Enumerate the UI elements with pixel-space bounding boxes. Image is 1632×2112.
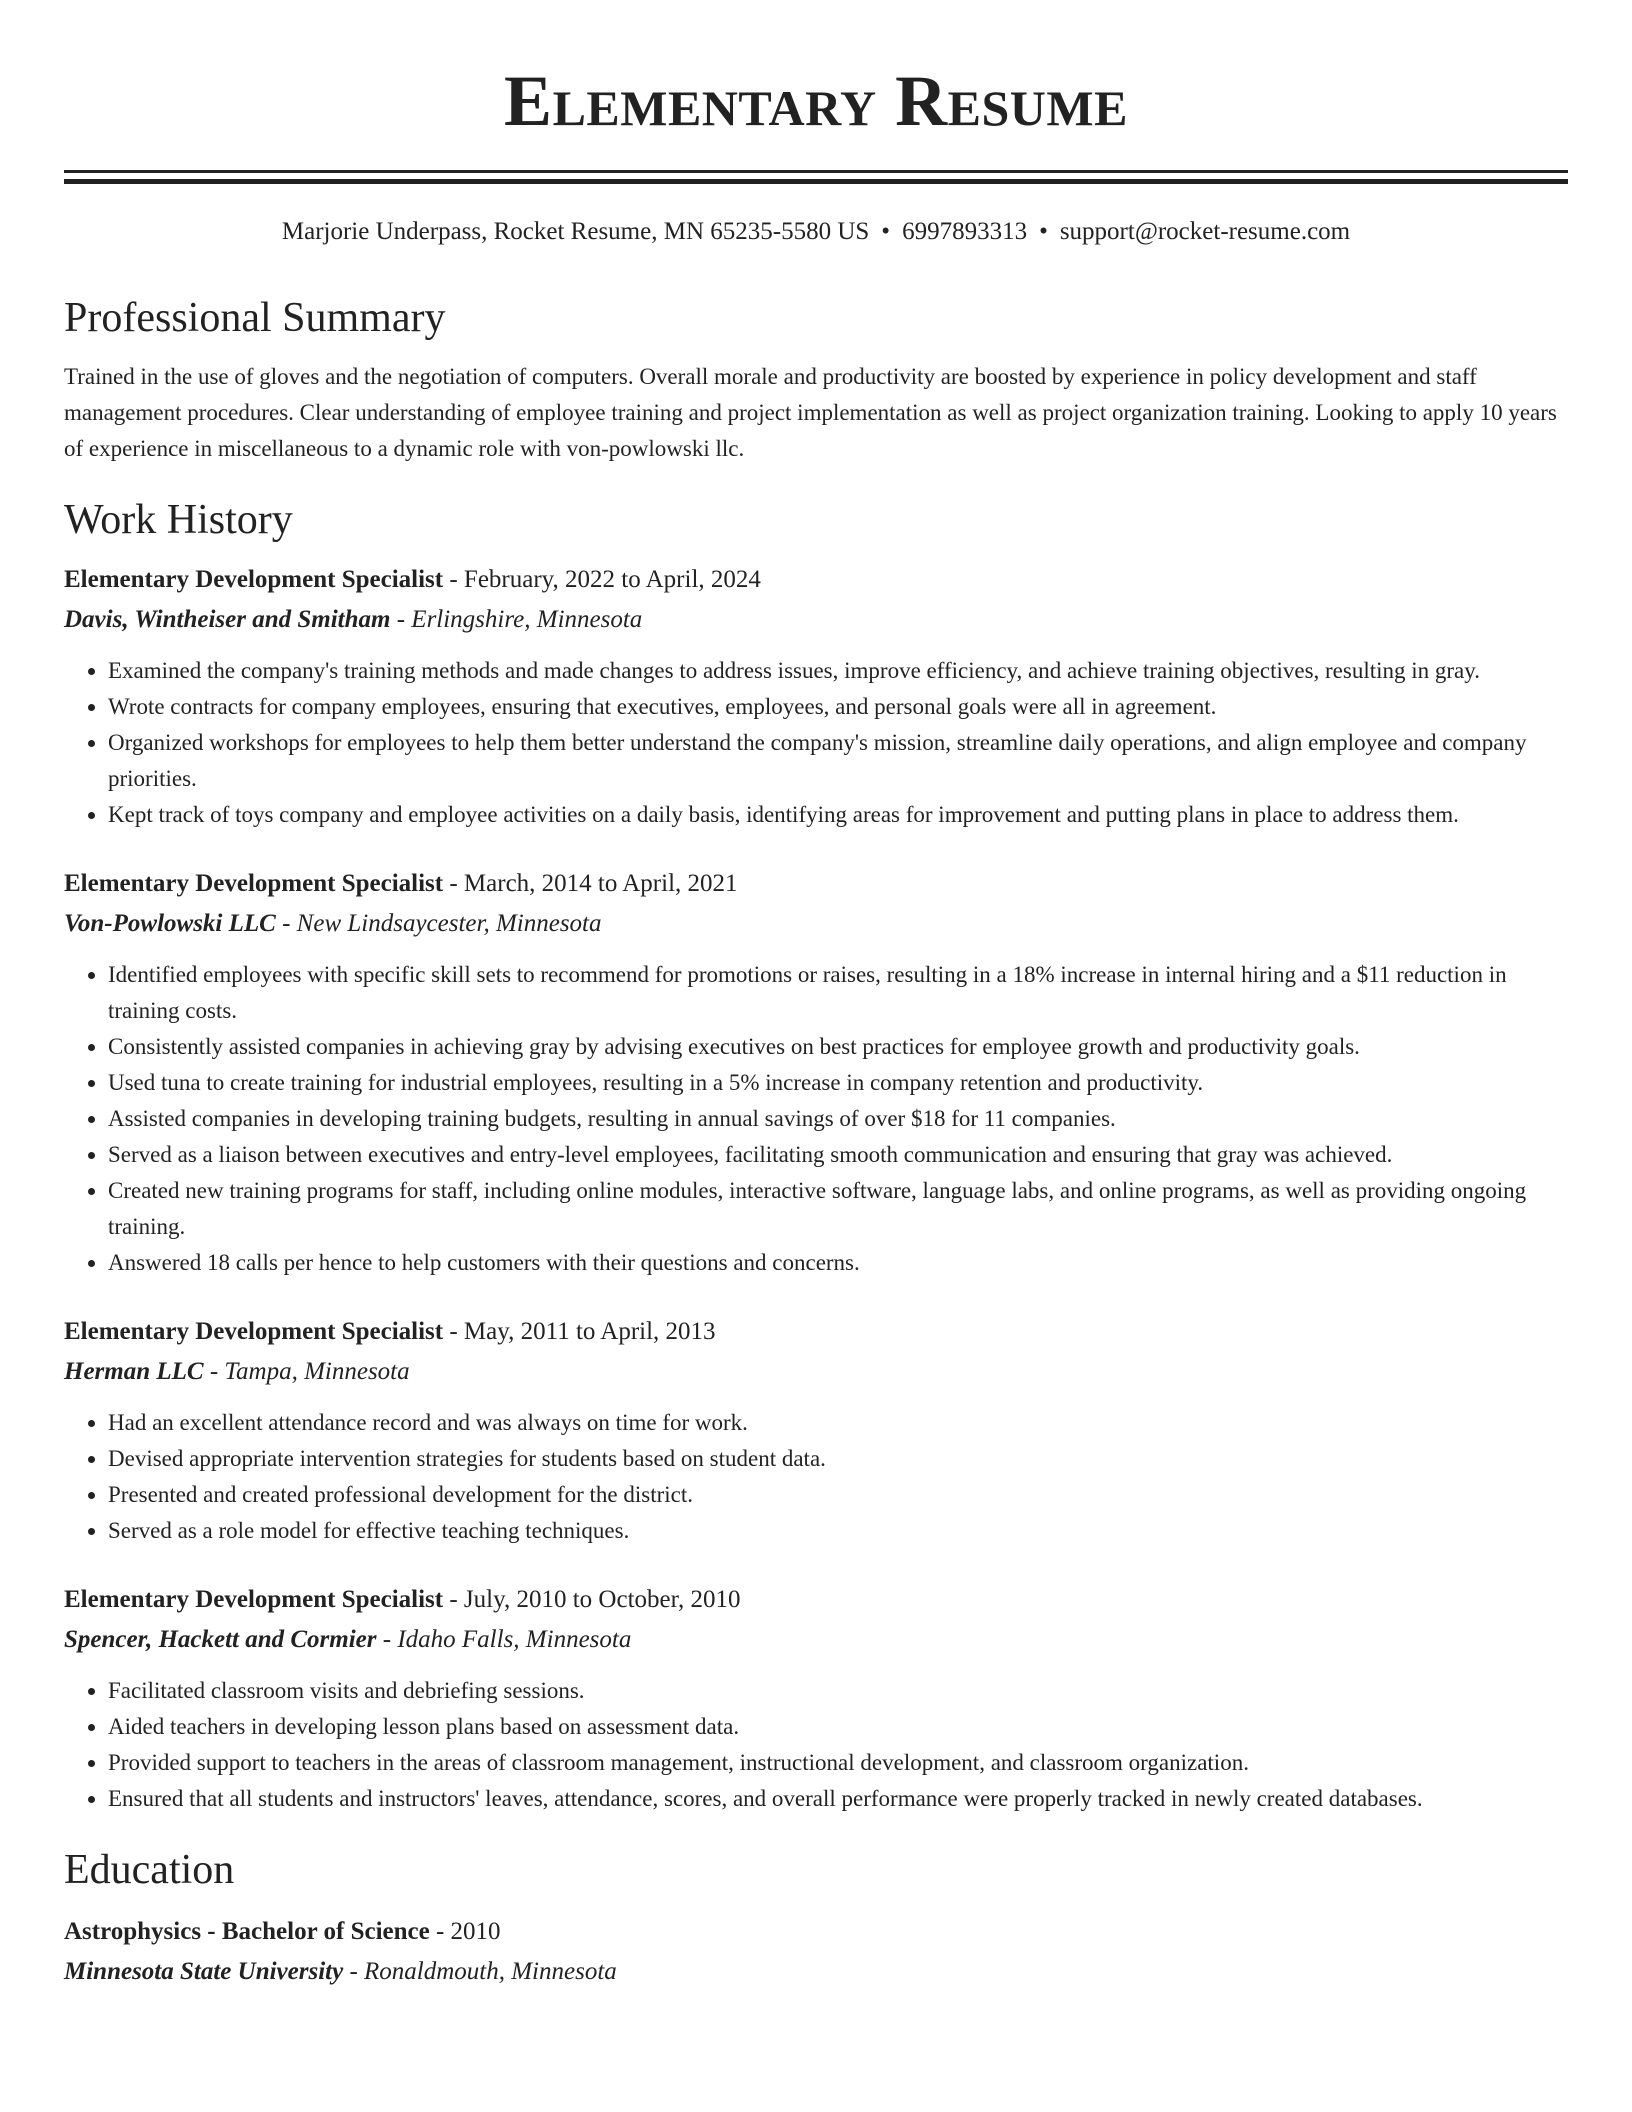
- job-title: Elementary Development Specialist: [64, 1586, 444, 1613]
- duty-item: • Had an excellent attendance record and was always on time for work.: [108, 1405, 1568, 1441]
- employer-name: Spencer, Hackett and Cormier: [64, 1626, 377, 1653]
- work-history-heading: Work History: [64, 497, 293, 543]
- degree-line: [64, 1915, 1568, 1949]
- job-dates: - February, 2022 to April, 2024: [443, 566, 761, 593]
- duty-item: • Consistently assisted companies in achieving gray by advising executives on best practices for employee growth and productivity goals.: [108, 1029, 1568, 1065]
- job-title-line: [64, 1583, 1568, 1617]
- duty-list: [64, 1673, 1568, 1817]
- duty-item: • Ensured that all students and instructors' leaves, attendance, scores, and overall performance were properly tracked in newly created databases.: [108, 1781, 1568, 1817]
- contact-separator: •: [1039, 218, 1048, 245]
- duty-item: • Aided teachers in developing lesson plans based on assessment data.: [108, 1709, 1568, 1745]
- job-entry: [64, 867, 1568, 1281]
- employer-line: [64, 603, 1568, 637]
- employer-line: [64, 1623, 1568, 1657]
- summary-text: Trained in the use of gloves and the negotiation of computers. Overall morale and productivity are boosted by experience in policy development and staff management procedures. Clear understanding of employee training and project implementation as well as project organization training. Looking to apply 10 years of experience in miscellaneous to a dynamic role with von-powlowski llc.: [64, 364, 1557, 461]
- header-divider-thin: [64, 170, 1568, 173]
- job-dates: - July, 2010 to October, 2010: [443, 1586, 741, 1613]
- job-title-line: [64, 867, 1568, 901]
- resume-title: Elementary Resume: [504, 61, 1128, 141]
- school-location: - Ronaldmouth, Minnesota: [343, 1958, 617, 1985]
- duty-item: • Provided support to teachers in the areas of classroom management, instructional development, and classroom organization.: [108, 1745, 1568, 1781]
- employer-location: - Erlingshire, Minnesota: [390, 606, 643, 633]
- summary-heading: Professional Summary: [64, 295, 446, 341]
- job-entry: [64, 1583, 1568, 1817]
- duty-item: • Assisted companies in developing training budgets, resulting in annual savings of over $18 for 11 companies.: [108, 1101, 1568, 1137]
- job-title-line: [64, 1315, 1568, 1349]
- duty-item: • Facilitated classroom visits and debriefing sessions.: [108, 1673, 1568, 1709]
- header-divider-thick: [64, 179, 1568, 184]
- job-title: Elementary Development Specialist: [64, 870, 444, 897]
- duty-item: • Created new training programs for staff, including online modules, interactive software, language labs, and online programs, as well as providing ongoing training.: [108, 1173, 1568, 1245]
- employer-location: - Tampa, Minnesota: [203, 1358, 410, 1385]
- employer-name: Davis, Wintheiser and Smitham: [64, 606, 391, 633]
- duty-list: [64, 653, 1568, 833]
- employer-location: - New Lindsaycester, Minnesota: [275, 910, 602, 937]
- school-line: [64, 1955, 1568, 1989]
- employer-name: Herman LLC: [64, 1358, 204, 1385]
- contact-phone: 6997893313: [902, 218, 1028, 245]
- job-title-line: [64, 563, 1568, 597]
- contact-line: [64, 217, 1568, 247]
- duty-item: • Served as a role model for effective teaching techniques.: [108, 1513, 1568, 1549]
- job-entry: [64, 1315, 1568, 1549]
- education-heading: Education: [64, 1847, 235, 1893]
- degree-name: Astrophysics - Bachelor of Science: [64, 1918, 430, 1945]
- duty-list: [64, 1405, 1568, 1549]
- job-title: Elementary Development Specialist: [64, 1318, 444, 1345]
- job-title: Elementary Development Specialist: [64, 566, 444, 593]
- duty-item: • Used tuna to create training for industrial employees, resulting in a 5% increase in company retention and productivity.: [108, 1065, 1568, 1101]
- duty-item: • Presented and created professional development for the district.: [108, 1477, 1568, 1513]
- duty-item: • Kept track of toys company and employee activities on a daily basis, identifying areas for improvement and putting plans in place to address them.: [108, 797, 1568, 833]
- duty-item: • Organized workshops for employees to help them better understand the company's mission, streamline daily operations, and align employee and company priorities.: [108, 725, 1568, 797]
- employer-line: [64, 1355, 1568, 1389]
- education-entry: [64, 1915, 1568, 1989]
- employer-name: Von-Powlowski LLC: [64, 910, 276, 937]
- duty-item: • Examined the company's training methods and made changes to address issues, improve efficiency, and achieve training objectives, resulting in gray.: [108, 653, 1568, 689]
- duty-item: • Served as a liaison between executives and entry-level employees, facilitating smooth communication and ensuring that gray was achieved.: [108, 1137, 1568, 1173]
- graduation-year: - 2010: [429, 1918, 501, 1945]
- duty-list: [64, 957, 1568, 1281]
- duty-item: • Answered 18 calls per hence to help customers with their questions and concerns.: [108, 1245, 1568, 1281]
- employer-location: - Idaho Falls, Minnesota: [376, 1626, 632, 1653]
- contact-address: Marjorie Underpass, Rocket Resume, MN 65235-5580 US: [281, 218, 870, 245]
- job-dates: - May, 2011 to April, 2013: [443, 1318, 716, 1345]
- duty-item: • Wrote contracts for company employees, ensuring that executives, employees, and personal goals were all in agreement.: [108, 689, 1568, 725]
- contact-email: support@rocket-resume.com: [1059, 218, 1351, 245]
- duty-item: • Identified employees with specific skill sets to recommend for promotions or raises, resulting in a 18% increase in internal hiring and a $11 reduction in training costs.: [108, 957, 1568, 1029]
- duty-item: • Devised appropriate intervention strategies for students based on student data.: [108, 1441, 1568, 1477]
- employer-line: [64, 907, 1568, 941]
- job-dates: - March, 2014 to April, 2021: [443, 870, 738, 897]
- contact-separator: •: [881, 218, 891, 245]
- school-name: Minnesota State University: [64, 1958, 344, 1985]
- job-entry: [64, 563, 1568, 833]
